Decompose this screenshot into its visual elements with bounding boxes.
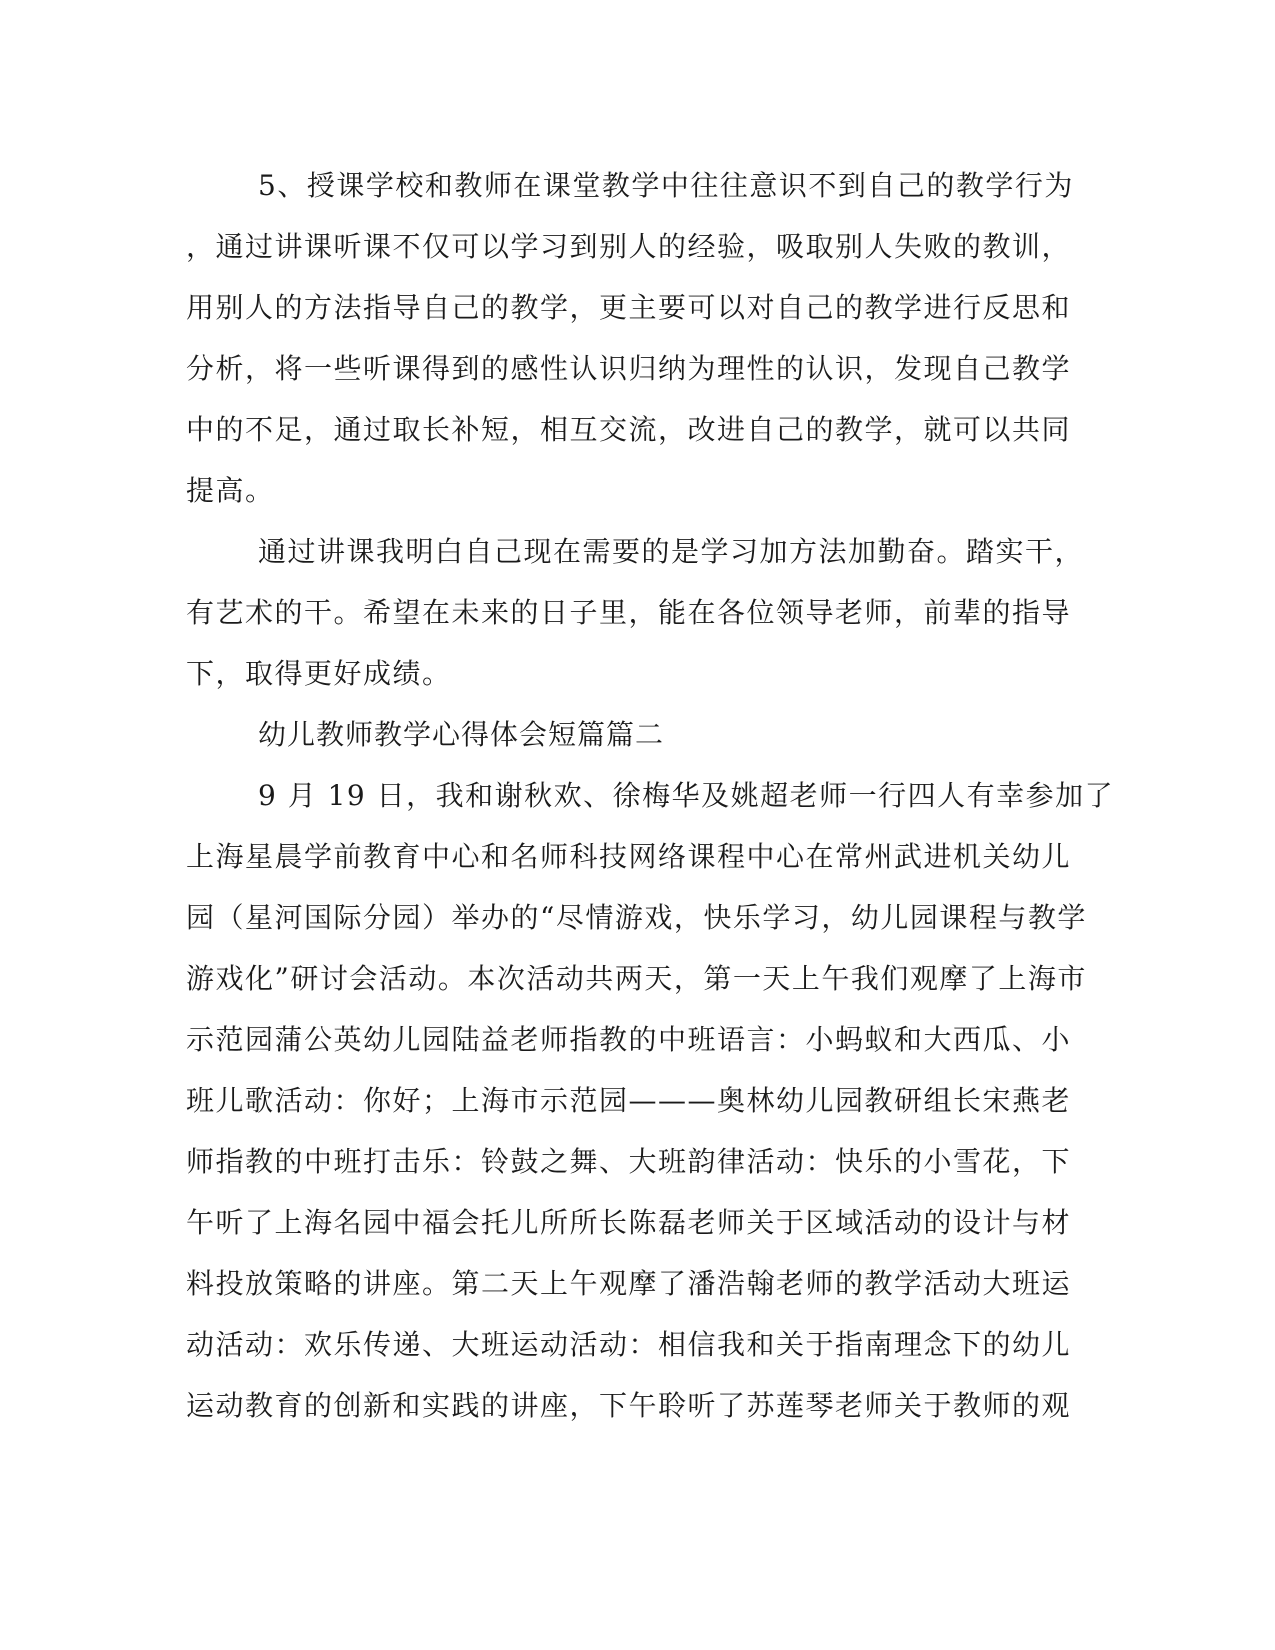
text-line: 9 月 19 日，我和谢秋欢、徐梅华及姚超老师一行四人有幸参加了 — [258, 779, 1115, 812]
text-line: ，通过讲课听课不仅可以学习到别人的经验，吸取别人失败的教训， — [186, 230, 1072, 263]
text-line: 运动教育的创新和实践的讲座，下午聆听了苏莲琴老师关于教师的观 — [186, 1389, 1072, 1422]
text-line: 有艺术的干。希望在未来的日子里，能在各位领导老师，前辈的指导 — [186, 596, 1072, 629]
section-heading — [186, 704, 1056, 765]
heading-text: 幼儿教师教学心得体会短篇篇二 — [258, 718, 665, 751]
document-body — [186, 155, 1115, 1436]
paragraph-3 — [186, 765, 1115, 1436]
text-line: 园（星河国际分园）举办的“尽情游戏，快乐学习，幼儿园课程与教学 — [186, 901, 1087, 934]
text-line: 分析，将一些听课得到的感性认识归纳为理性的认识，发现自己教学 — [186, 352, 1072, 385]
text-line: 午听了上海名园中福会托儿所所长陈磊老师关于区域活动的设计与材 — [186, 1206, 1072, 1239]
text-line: 通过讲课我明白自己现在需要的是学习加方法加勤奋。踏实干， — [258, 535, 1085, 568]
text-line: 游戏化”研讨会活动。本次活动共两天，第一天上午我们观摩了上海市 — [186, 962, 1087, 995]
text-line: 班儿歌活动：你好；上海市示范园———奥林幼儿园教研组长宋燕老 — [186, 1084, 1072, 1117]
paragraph-1 — [186, 155, 1074, 521]
text-line: 料投放策略的讲座。第二天上午观摩了潘浩翰老师的教学活动大班运 — [186, 1267, 1072, 1300]
text-line: 中的不足，通过取长补短，相互交流，改进自己的教学，就可以共同 — [186, 413, 1072, 446]
text-line: 师指教的中班打击乐：铃鼓之舞、大班韵律活动：快乐的小雪花，下 — [186, 1145, 1072, 1178]
text-line: 用别人的方法指导自己的教学，更主要可以对自己的教学进行反思和 — [186, 291, 1072, 324]
text-line: 5、授课学校和教师在课堂教学中往往意识不到自己的教学行为 — [258, 169, 1074, 202]
text-line: 示范园蒲公英幼儿园陆益老师指教的中班语言：小蚂蚁和大西瓜、小 — [186, 1023, 1072, 1056]
text-line: 动活动：欢乐传递、大班运动活动：相信我和关于指南理念下的幼儿 — [186, 1328, 1072, 1361]
text-line: 下，取得更好成绩。 — [186, 657, 452, 690]
text-line: 上海星晨学前教育中心和名师科技网络课程中心在常州武进机关幼儿 — [186, 840, 1072, 873]
paragraph-2 — [186, 521, 1085, 704]
text-line: 提高。 — [186, 474, 275, 507]
